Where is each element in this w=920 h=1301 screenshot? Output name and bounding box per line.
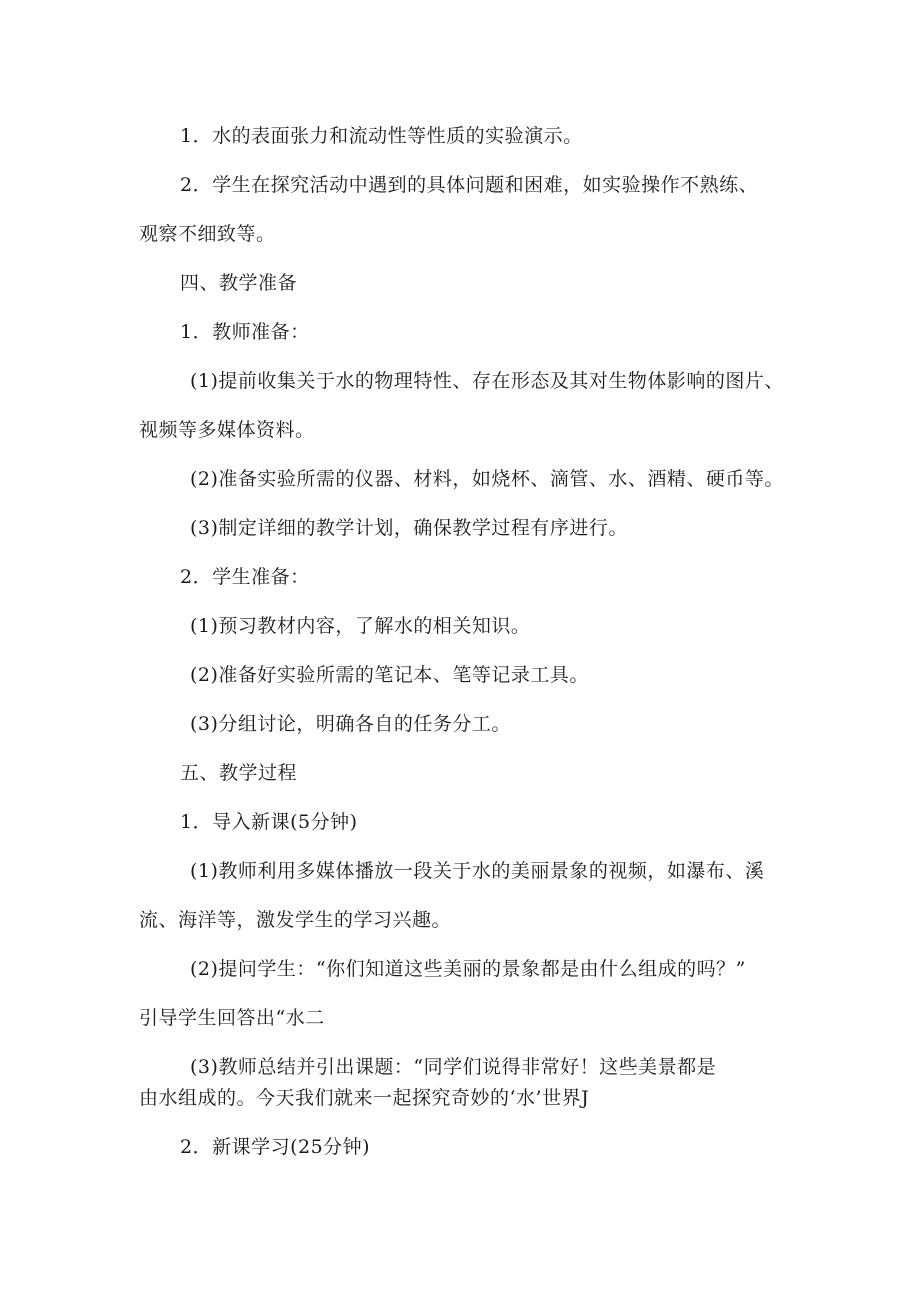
text-line: 1．导入新课(5分钟) xyxy=(180,811,358,833)
text-line: 由水组成的。今天我们就来一起探究奇妙的‘水’世界J xyxy=(139,1087,590,1109)
text-line: (1)提前收集关于水的物理特性、存在形态及其对生物体影响的图片、 xyxy=(190,370,784,392)
text-line: (2)提问学生：“你们知道这些美丽的景象都是由什么组成的吗？” xyxy=(190,958,746,980)
text-line: 流、海洋等，激发学生的学习兴趣。 xyxy=(139,909,452,931)
text-line: (3)教师总结并引出课题：“同学们说得非常好！这些美景都是 xyxy=(190,1056,717,1078)
text-line: 1．水的表面张力和流动性等性质的实验演示。 xyxy=(180,125,583,147)
text-line: 观察不细致等。 xyxy=(139,223,276,245)
text-line: 引导学生回答出“水二 xyxy=(139,1007,325,1029)
text-line: 1．教师准备： xyxy=(180,321,310,343)
section-heading: 四、教学准备 xyxy=(180,272,298,294)
text-line: 2．新课学习(25分钟) xyxy=(180,1136,371,1158)
text-line: 2．学生在探究活动中遇到的具体问题和困难，如实验操作不熟练、 xyxy=(180,174,759,196)
text-line: (1)预习教材内容，了解水的相关知识。 xyxy=(190,615,531,637)
text-line: 2．学生准备： xyxy=(180,566,310,588)
text-line: (3)制定详细的教学计划，确保教学过程有序进行。 xyxy=(190,517,628,539)
section-heading: 五、教学过程 xyxy=(180,762,298,784)
text-line: 视频等多媒体资料。 xyxy=(139,419,315,441)
text-line: (3)分组讨论，明确各自的任务分工。 xyxy=(190,713,511,735)
text-line: (2)准备实验所需的仪器、材料，如烧杯、滴管、水、酒精、硬币等。 xyxy=(190,468,784,490)
text-line: (1)教师利用多媒体播放一段关于水的美丽景象的视频，如瀑布、溪 xyxy=(190,860,765,882)
text-line: (2)准备好实验所需的笔记本、笔等记录工具。 xyxy=(190,664,589,686)
